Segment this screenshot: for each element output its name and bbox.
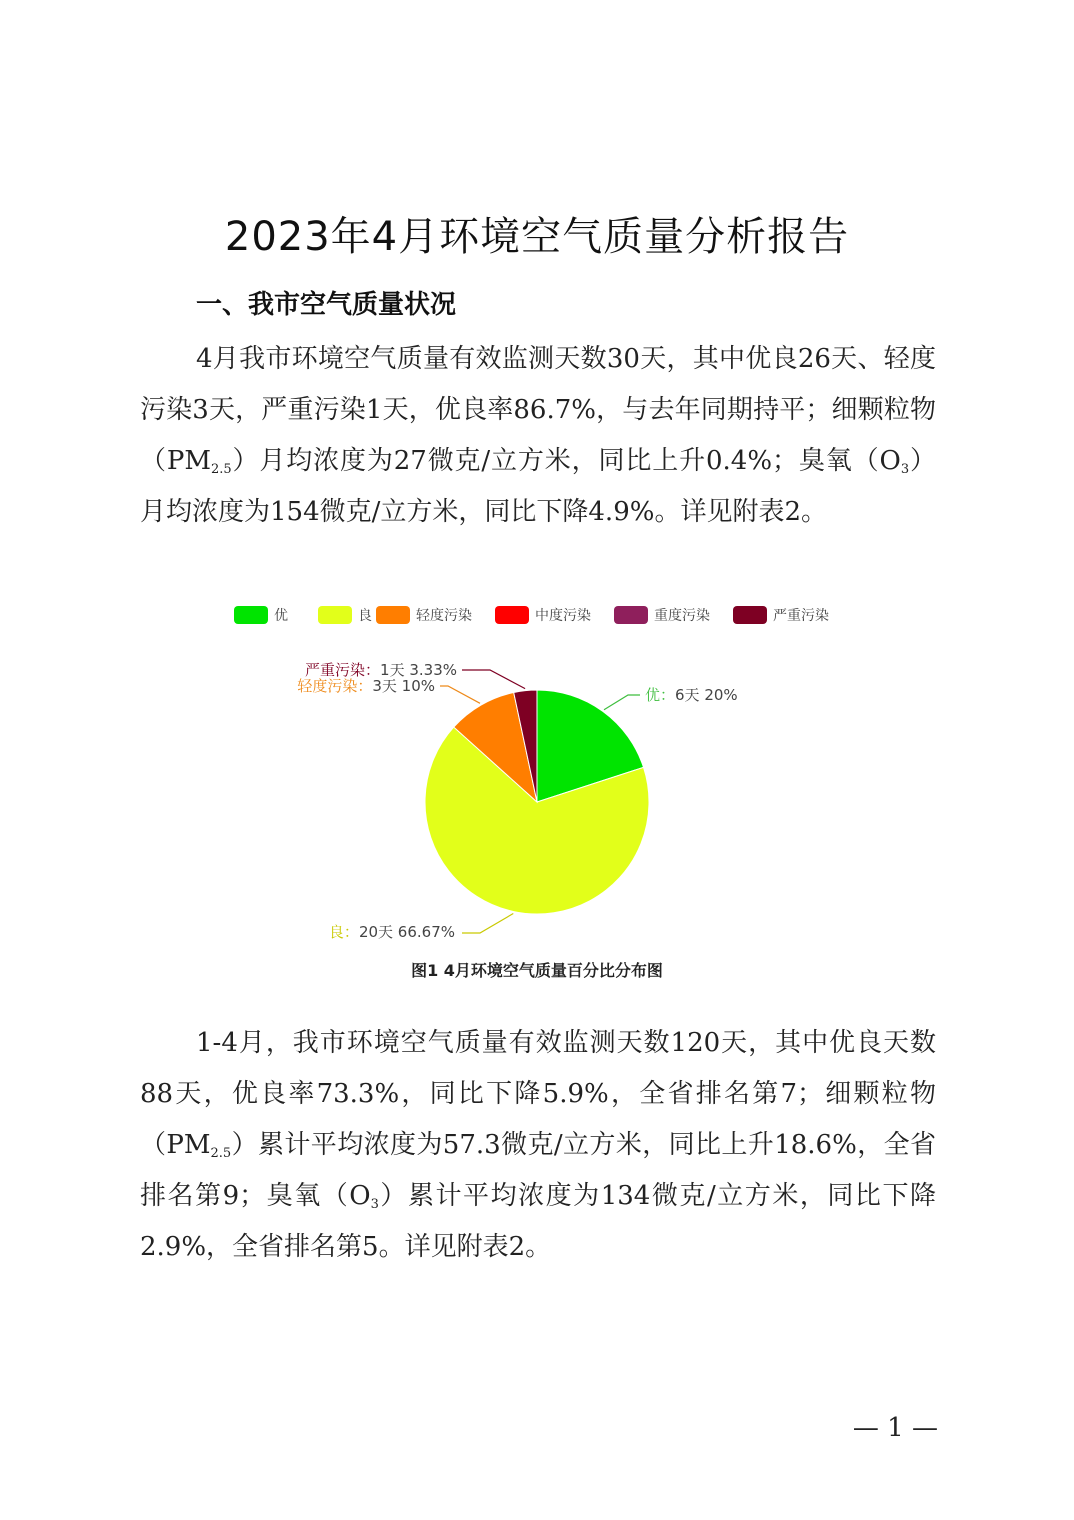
legend-label: 重度污染	[654, 608, 710, 624]
paragraph-jan-apr-summary	[140, 1018, 936, 1273]
legend-swatch	[376, 606, 410, 624]
legend-label: 优	[274, 608, 288, 624]
legend-swatch	[318, 606, 352, 624]
paragraph-text: ）月均浓度为154微克/立方米，同比下降4.9%。详见附表2。	[140, 446, 936, 527]
section-heading: 一、我市空气质量状况	[196, 290, 457, 320]
paragraph-text: ）累计平均浓度为134微克/立方米，同比下降2.9%，全省排名第5。详见附表2。	[140, 1181, 936, 1262]
legend-swatch	[733, 606, 767, 624]
paragraph-text: 1-4月，我市环境空气质量有效监测天数120天，其中优良天数88天，优良率73.3%，同比下降5.9%，全省排名第7；细颗粒物（PM	[140, 1028, 936, 1160]
paragraph-text: ）月均浓度为27微克/立方米，同比上升0.4%；臭氧（O	[231, 446, 901, 476]
data-label: 严重污染：1天 3.33%	[305, 661, 457, 679]
paragraph-text: 4月我市环境空气质量有效监测天数30天，其中优良26天、轻度污染3天，严重污染1天，优良率86.7%，与去年同期持平；细颗粒物（PM	[140, 344, 936, 476]
legend-label: 轻度污染	[416, 608, 472, 624]
leader-line	[440, 686, 480, 703]
data-label: 优：6天 20%	[645, 686, 738, 704]
report-title: 2023年4月环境空气质量分析报告	[224, 214, 850, 260]
legend-label: 严重污染	[773, 608, 829, 624]
subscript: 2.5	[210, 1146, 232, 1161]
data-label: 轻度污染：3天 10%	[297, 677, 435, 695]
paragraph-text: ）累计平均浓度为57.3微克/立方米，同比上升18.6%，全省排名第9；臭氧（O	[140, 1130, 936, 1211]
leader-line	[604, 695, 640, 710]
subscript: 3	[900, 462, 910, 477]
air-quality-pie-chart	[0, 590, 1074, 950]
legend-swatch	[495, 606, 529, 624]
subscript: 2.5	[210, 462, 232, 477]
leader-line	[462, 914, 513, 934]
subscript: 3	[370, 1197, 379, 1212]
leader-line	[462, 670, 525, 689]
figure-caption: 图1 4月环境空气质量百分比分布图	[411, 961, 663, 980]
page-number: — 1 —	[852, 1413, 938, 1443]
legend-label: 良	[358, 608, 372, 624]
legend-label: 中度污染	[535, 608, 591, 624]
legend-swatch	[614, 606, 648, 624]
legend-swatch	[234, 606, 268, 624]
data-label: 良：20天 66.67%	[328, 923, 455, 941]
paragraph-april-summary	[140, 334, 936, 538]
